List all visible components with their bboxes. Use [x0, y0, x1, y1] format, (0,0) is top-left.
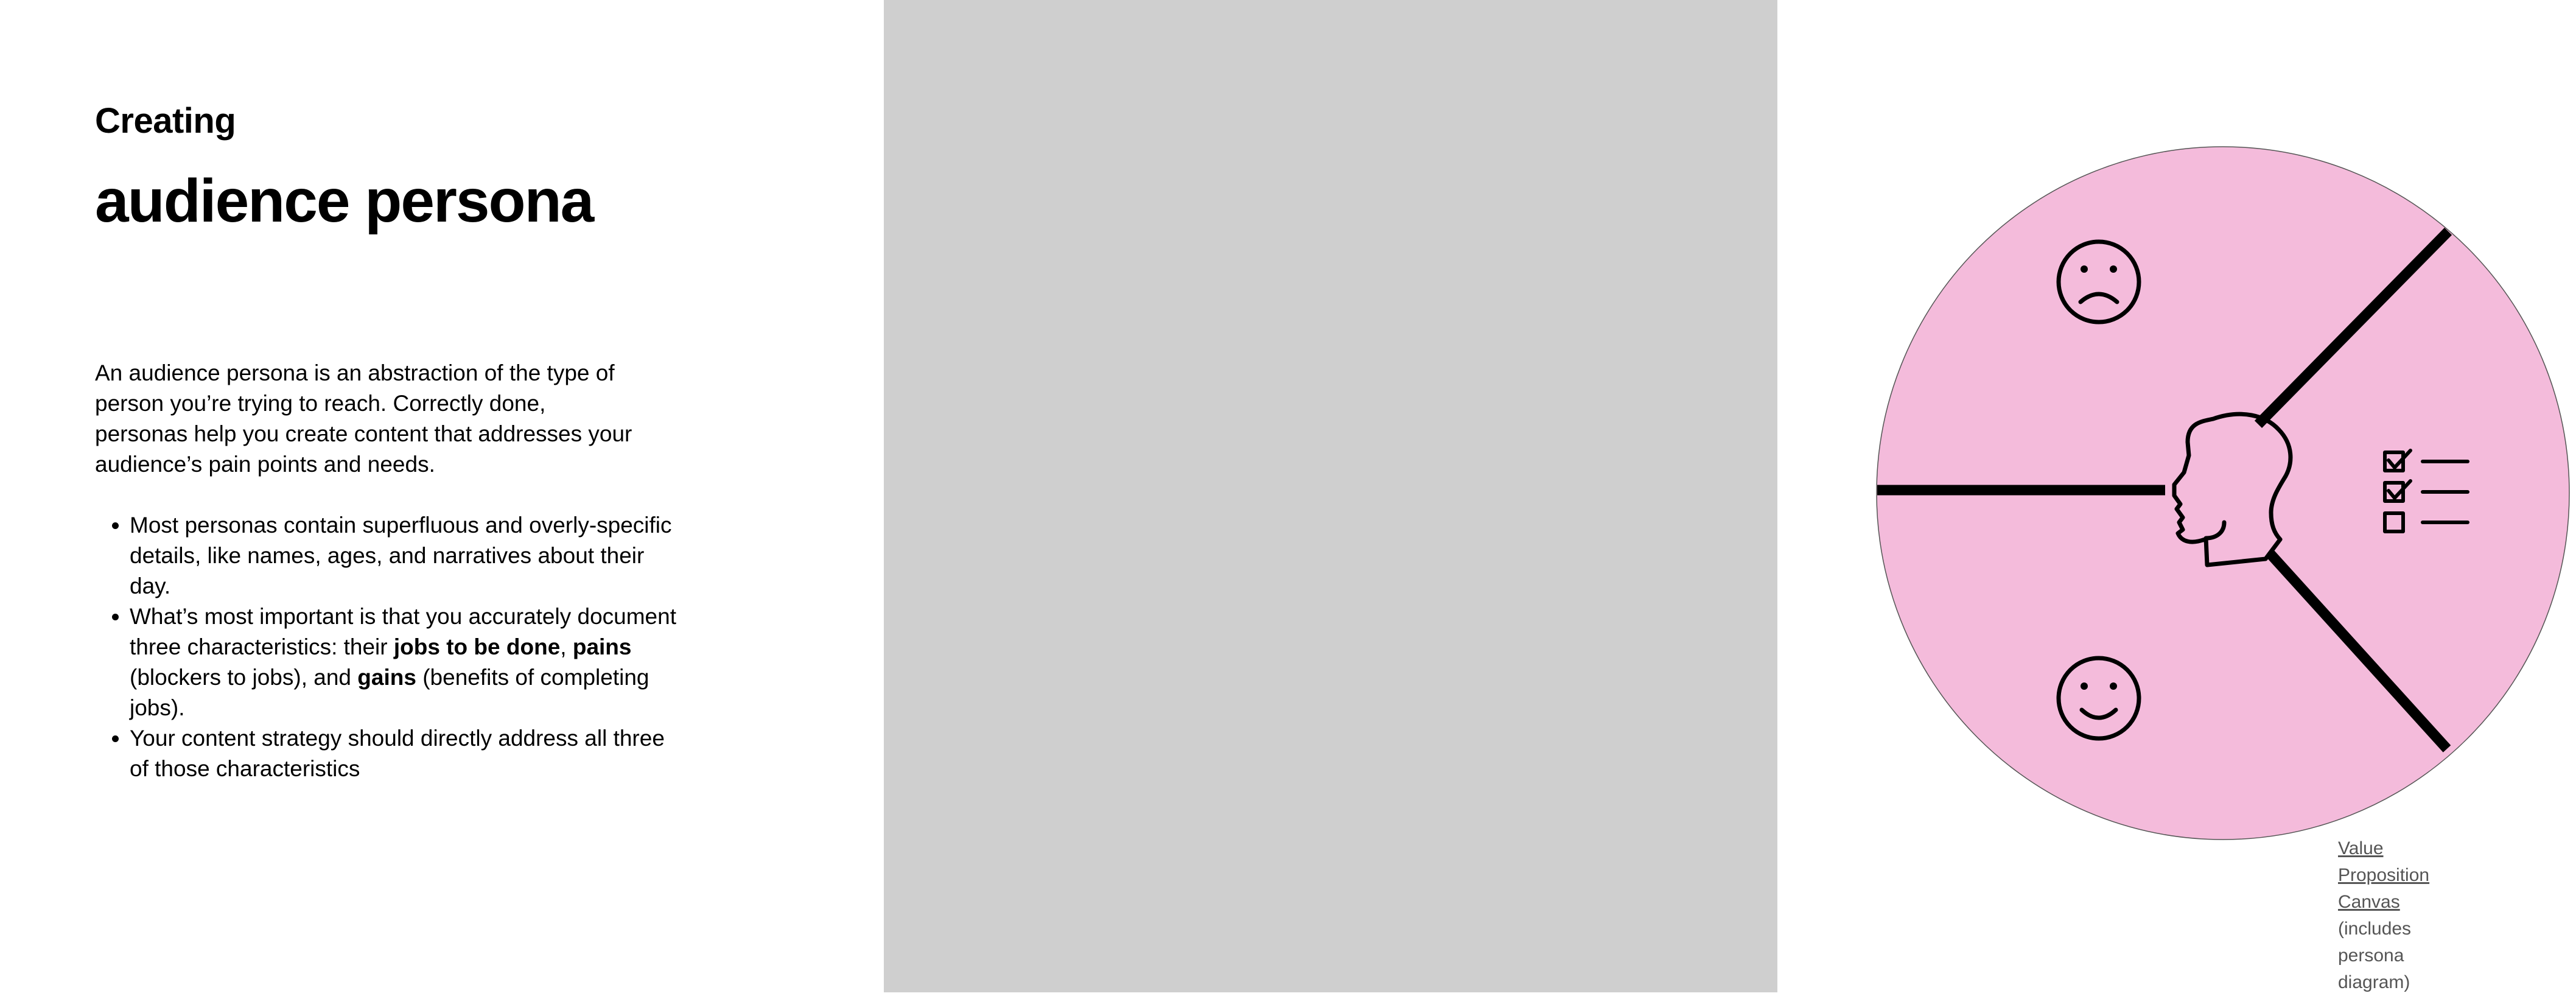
- bullet-item: [130, 601, 677, 723]
- intro-paragraph: An audience persona is an abstraction of the type of person you’re trying to reach. Correctly done, personas help you create content that addresses your audience’s pain points and needs.: [95, 360, 632, 477]
- bullet-text: What’s most important is that you accurately document three characteristics: their: [130, 604, 676, 659]
- bullet-item: [130, 723, 677, 784]
- bullet-emphasis: jobs to be done: [393, 634, 561, 659]
- caption-note: (includes persona diagram): [2338, 919, 2412, 992]
- diagram-panel: [884, 0, 2430, 992]
- persona-diagram: [1870, 140, 2576, 846]
- bullet-text: (blockers to jobs), and: [130, 665, 358, 690]
- bullet-text: Most personas contain superfluous and overly-specific details, like names, ages, and narratives about their day.: [130, 513, 672, 598]
- bullet-list: [95, 510, 677, 784]
- bullet-text: (benefits of completing jobs).: [130, 665, 649, 720]
- caption: [2338, 835, 2429, 996]
- text-panel: [0, 0, 884, 992]
- bullet-item: [130, 510, 677, 601]
- bullet-emphasis: pains: [572, 634, 632, 659]
- bullet-text: ,: [560, 634, 573, 659]
- slide-title: audience persona: [95, 167, 593, 235]
- bullet-emphasis: gains: [357, 665, 416, 690]
- bullet-text: Your content strategy should directly address all three of those characteristics: [130, 726, 665, 781]
- slide-kicker: Creating: [95, 101, 236, 141]
- value-proposition-canvas-link[interactable]: Value Proposition Canvas: [2338, 838, 2430, 912]
